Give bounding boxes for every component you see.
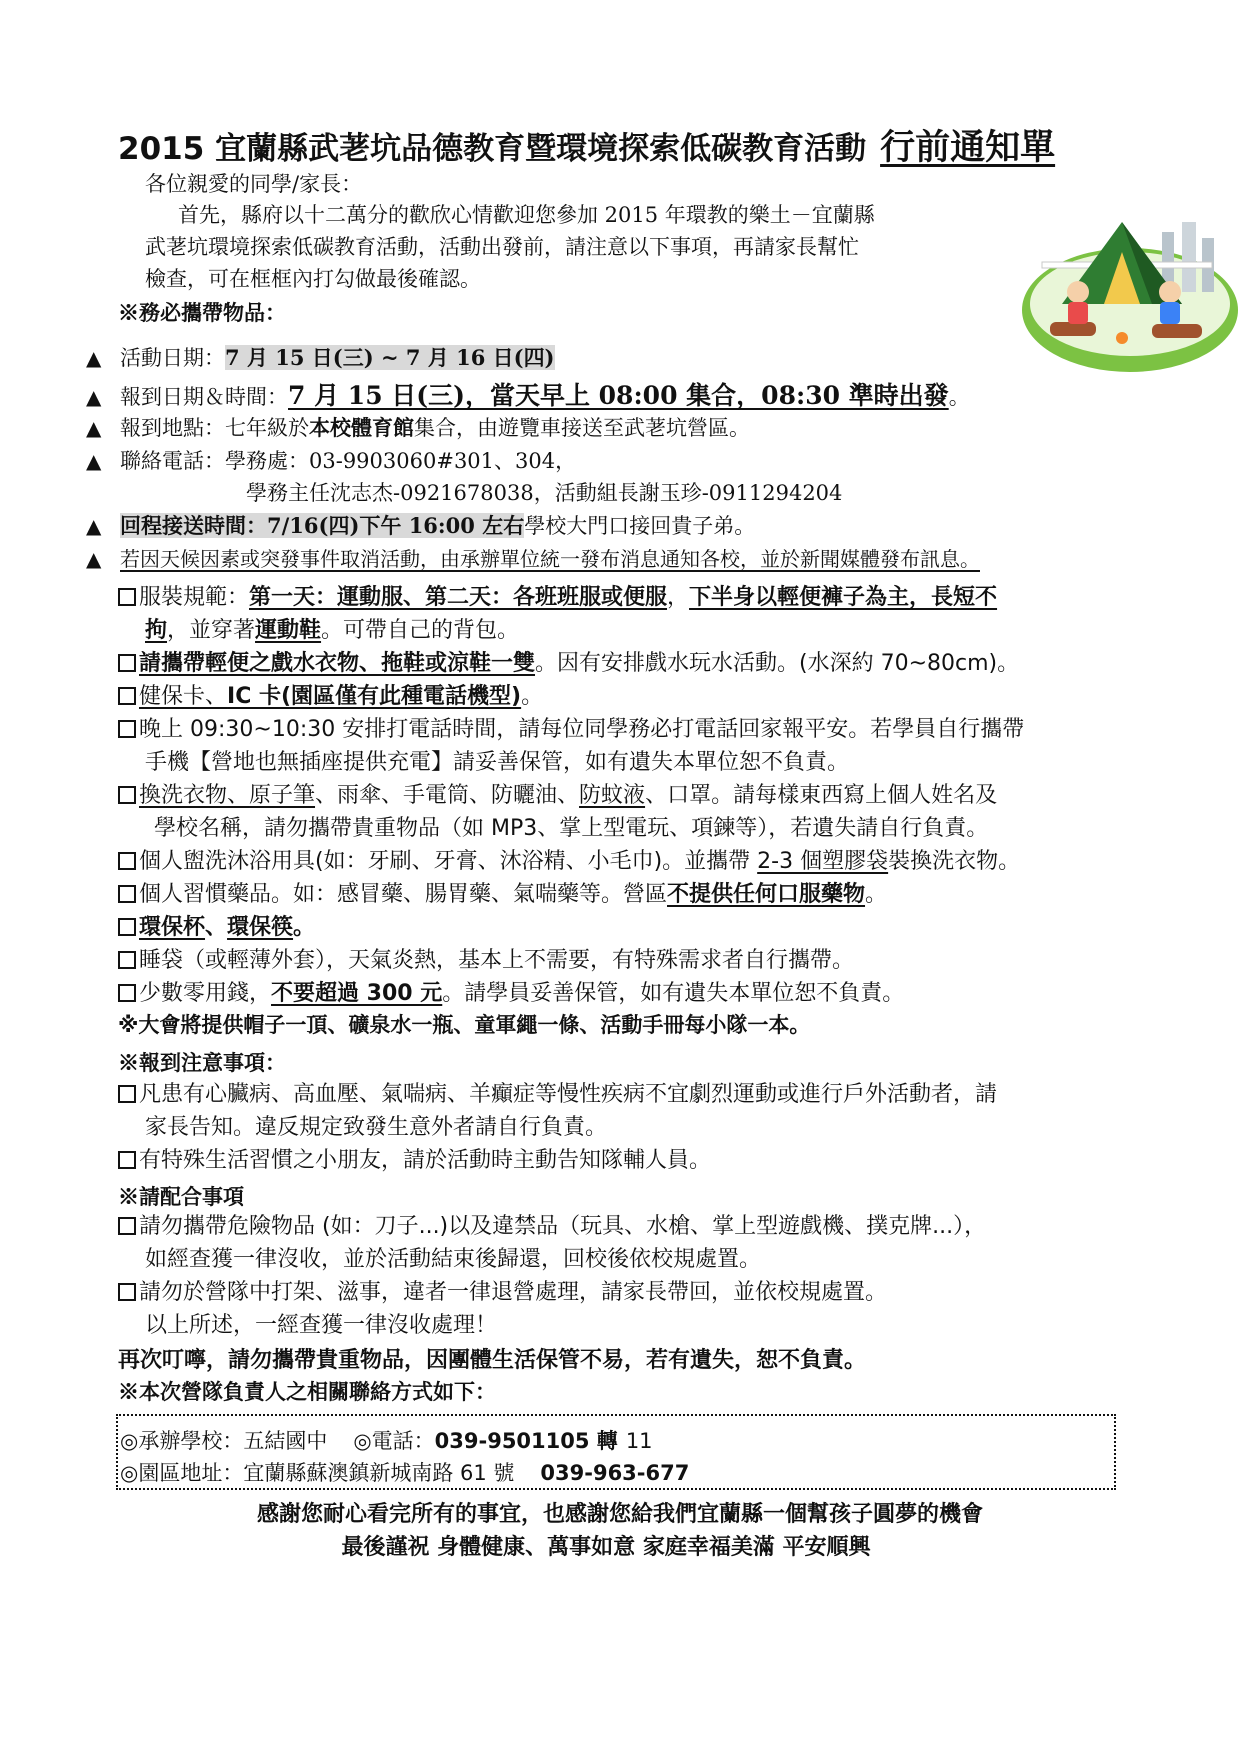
check-money[interactable] (118, 976, 904, 1007)
dress-bag: 。可帶自己的背包。 (321, 618, 520, 643)
triangle-bullet-icon: ▲ (86, 514, 102, 538)
water-items: 請攜帶輕便之戲水衣物、拖鞋或涼鞋一雙 (139, 651, 536, 676)
money-a: 少數零用錢， (139, 981, 272, 1006)
phone-line-1: 聯絡電話：學務處：03-9903060#301、304， (120, 449, 577, 473)
wash-a: 個人盥洗沐浴用具(如：牙刷、牙膏、沐浴精、小毛巾)。並攜帶 (139, 849, 758, 874)
check-dress-cont (145, 613, 519, 644)
dress-days: 第一天：運動服、第二天：各班班服或便服 (249, 585, 668, 610)
notice-health[interactable] (118, 1077, 997, 1108)
place-bold: 本校體育館 (309, 415, 414, 440)
dress-any: 拘 (145, 618, 168, 643)
eco-sep: 、 (205, 915, 228, 940)
eco-end: 。 (293, 915, 316, 940)
check-sleep[interactable] (118, 943, 854, 974)
triangle-bullet-icon: ▲ (86, 547, 102, 571)
contact-address-line (120, 1457, 689, 1487)
checkbox-icon[interactable] (118, 951, 136, 969)
triangle-bullet-icon: ▲ (86, 449, 102, 473)
checkbox-icon[interactable] (118, 984, 136, 1002)
provided-items: ※大會將提供帽子一頂、礦泉水一瓶、童軍繩一條、活動手冊每小隊一本。 (118, 1013, 811, 1037)
report-value: 7 月 15 日(三)，當天早上 08:00 集合，08:30 準時出發 (288, 381, 949, 410)
place-label: 報到地點：七年級於 (120, 416, 309, 440)
section-notice: ※報到注意事項： (118, 1050, 286, 1075)
check-card[interactable] (118, 679, 543, 710)
health-line-1: 凡患有心臟病、高血壓、氣喘病、羊癲症等慢性疾病不宜劇烈運動或進行戶外活動者，請 (139, 1082, 998, 1107)
intro-line-2: 武荖坑環境探索低碳教育活動，活動出發前，請注意以下事項，再請家長幫忙 (145, 235, 859, 259)
danger-line-2: 如經查獲一律沒收，並於活動結束後歸還，回校後依校規處置。 (145, 1247, 762, 1272)
fight-text: 請勿於營隊中打架、滋事，違者一律退營處理，請家長帶回，並依校規處置。 (139, 1280, 888, 1305)
water-note: 。因有安排戲水玩水活動。(水深約 70~80cm)。 (535, 651, 1020, 676)
checkbox-icon[interactable] (118, 1085, 136, 1103)
date-label: 活動日期： (120, 346, 225, 370)
phone-line-2: 學務主任沈志杰-0921678038，活動組長謝玉珍-0911294204 (246, 481, 843, 505)
greeting: 各位親愛的同學/家長： (145, 172, 363, 196)
card-end: 。 (521, 684, 544, 709)
eco-chopsticks: 環保筷 (227, 915, 294, 940)
checkbox-icon[interactable] (118, 1283, 136, 1301)
checkbox-icon[interactable] (118, 852, 136, 870)
check-clothes[interactable] (118, 778, 997, 809)
coop-fight[interactable] (118, 1275, 887, 1306)
place-rest: 集合，由遊覽車接送至武荖坑營區。 (414, 416, 750, 440)
call-line-2: 手機【營地也無插座提供充電】請妥善保管，如有遺失本單位恕不負責。 (145, 750, 850, 775)
check-water[interactable] (118, 646, 1019, 677)
info-report-time (86, 376, 970, 412)
eco-cup: 環保杯 (139, 915, 206, 940)
sleep-text: 睡袋（或輕薄外套），天氣炎熱，基本上不需要，有特殊需求者自行攜帶。 (139, 948, 855, 973)
checkbox-icon[interactable] (118, 588, 136, 606)
danger-line-1: 請勿攜帶危險物品 (如：刀子...)以及違禁品（玩具、水槍、掌上型遊戲機、撲克牌...）， (139, 1214, 987, 1239)
check-wash[interactable] (118, 844, 1020, 875)
address-label: ◎園區地址：宜蘭縣蘇澳鎮新城南路 61 號 (120, 1461, 515, 1485)
checkbox-icon[interactable] (118, 918, 136, 936)
section-must-bring: ※務必攜帶物品： (118, 300, 286, 325)
checkbox-icon[interactable] (118, 687, 136, 705)
section-cooperate: ※請配合事項 (118, 1184, 244, 1209)
info-place (86, 412, 750, 442)
checkbox-icon[interactable] (118, 1217, 136, 1235)
document-title (118, 120, 1138, 170)
check-dress[interactable] (118, 580, 997, 611)
closing-line-2: 最後謹祝 身體健康、萬事如意 家庭幸福美滿 平安順興 (341, 1535, 871, 1560)
phone-value: 039-9501105 轉 (434, 1429, 618, 1453)
clothes-c: 、雨傘、手電筒、防曬油、 (315, 783, 580, 808)
dress-pants: 下半身以輕便褲子為主，長短不 (689, 585, 998, 610)
wash-c: 裝換洗衣物。 (888, 849, 1021, 874)
reminder: 再次叮嚀，請勿攜帶貴重物品，因團體生活保管不易，若有遺失，恕不負責。 (118, 1347, 867, 1373)
call-line-1: 晚上 09:30~10:30 安排打電話時間，請每位同學務必打電話回家報平安。若學員自行攜帶 (139, 717, 1025, 742)
tent-camping-illustration (1012, 192, 1238, 372)
school-label: ◎承辦學校：五結國中 (120, 1429, 328, 1453)
med-c: 。 (865, 882, 888, 907)
phone-ext: 11 (625, 1429, 653, 1453)
dress-wear: ，並穿著 (167, 618, 256, 643)
triangle-bullet-icon: ▲ (86, 385, 102, 409)
wash-bags: 2-3 個塑膠袋 (757, 849, 889, 874)
notice-habit[interactable] (118, 1143, 711, 1174)
med-none: 不提供任何口服藥物 (667, 882, 866, 907)
card-health: 健保卡、 (139, 684, 228, 709)
checkbox-icon[interactable] (118, 885, 136, 903)
return-rest: 學校大門口接回貴子弟。 (524, 514, 756, 538)
check-eco[interactable] (118, 910, 315, 941)
report-end: 。 (948, 385, 970, 409)
intro-line-1: 首先，縣府以十二萬分的歡欣心情歡迎您參加 2015 年環教的樂土－宜蘭縣 (178, 203, 875, 227)
info-phone (86, 445, 576, 475)
dress-comma: ， (667, 585, 690, 610)
clothes-e: 、口罩。請每樣東西寫上個人姓名及 (645, 783, 998, 808)
contact-heading: ※本次營隊負責人之相關聯絡方式如下： (118, 1379, 496, 1404)
clothes-repellent: 防蚊液 (579, 783, 646, 808)
health-line-2: 家長告知。違反規定致發生意外者請自行負責。 (145, 1115, 608, 1140)
triangle-bullet-icon: ▲ (86, 346, 102, 370)
card-ic: IC 卡(園區僅有此種電話機型) (227, 684, 522, 709)
info-weather (86, 543, 980, 572)
report-label: 報到日期＆時間： (120, 385, 288, 409)
money-limit: 不要超過 300 元 (271, 981, 443, 1006)
checkbox-icon[interactable] (118, 654, 136, 672)
clothes-a: 換洗衣物、 (139, 783, 250, 808)
money-c: 。請學員妥善保管，如有遺失本單位恕不負責。 (442, 981, 905, 1006)
intro-line-3: 檢查，可在框框內打勾做最後確認。 (145, 267, 481, 291)
title-emphasis: 行前通知單 (880, 128, 1056, 168)
checkbox-icon[interactable] (118, 1151, 136, 1169)
med-a: 個人習慣藥品。如：感冒藥、腸胃藥、氣喘藥等。營區 (139, 882, 668, 907)
date-value: 7 月 15 日(三) ~ 7 月 16 日(四) (225, 345, 555, 370)
info-date (86, 342, 555, 372)
contact-school-line (120, 1425, 653, 1455)
checkbox-icon[interactable] (118, 720, 136, 738)
clothes-line-2: 學校名稱，請勿攜帶貴重物品（如 MP3、掌上型電玩、項鍊等），若遺失請自行負責。 (154, 816, 989, 841)
clothes-pen: 原子筆 (249, 783, 316, 808)
address-phone: 039-963-677 (540, 1461, 690, 1485)
confiscate-text: 以上所述，一經查獲一律沒收處理！ (145, 1313, 498, 1338)
coop-danger[interactable] (118, 1209, 986, 1240)
check-call[interactable] (118, 712, 1024, 743)
check-medicine[interactable] (118, 877, 887, 908)
title-main: 2015 宜蘭縣武荖坑品德教育暨環境探索低碳教育活動 (118, 131, 867, 167)
info-return (86, 510, 755, 540)
phone-label: ◎電話： (353, 1429, 435, 1453)
return-bold: 回程接送時間：7/16(四)下午 16:00 左右 (120, 513, 525, 538)
dress-shoes: 運動鞋 (255, 618, 322, 643)
weather-text: 若因天候因素或突發事件取消活動，由承辦單位統一發布消息通知各校，並於新聞媒體發布訊息。 (120, 547, 980, 571)
dress-label: 服裝規範： (139, 585, 250, 610)
closing-line-1: 感謝您耐心看完所有的事宜，也感謝您給我們宜蘭縣一個幫孩子圓夢的機會 (256, 1502, 983, 1527)
checkbox-icon[interactable] (118, 786, 136, 804)
habit-text: 有特殊生活習慣之小朋友，請於活動時主動告知隊輔人員。 (139, 1148, 712, 1173)
triangle-bullet-icon: ▲ (86, 416, 102, 440)
